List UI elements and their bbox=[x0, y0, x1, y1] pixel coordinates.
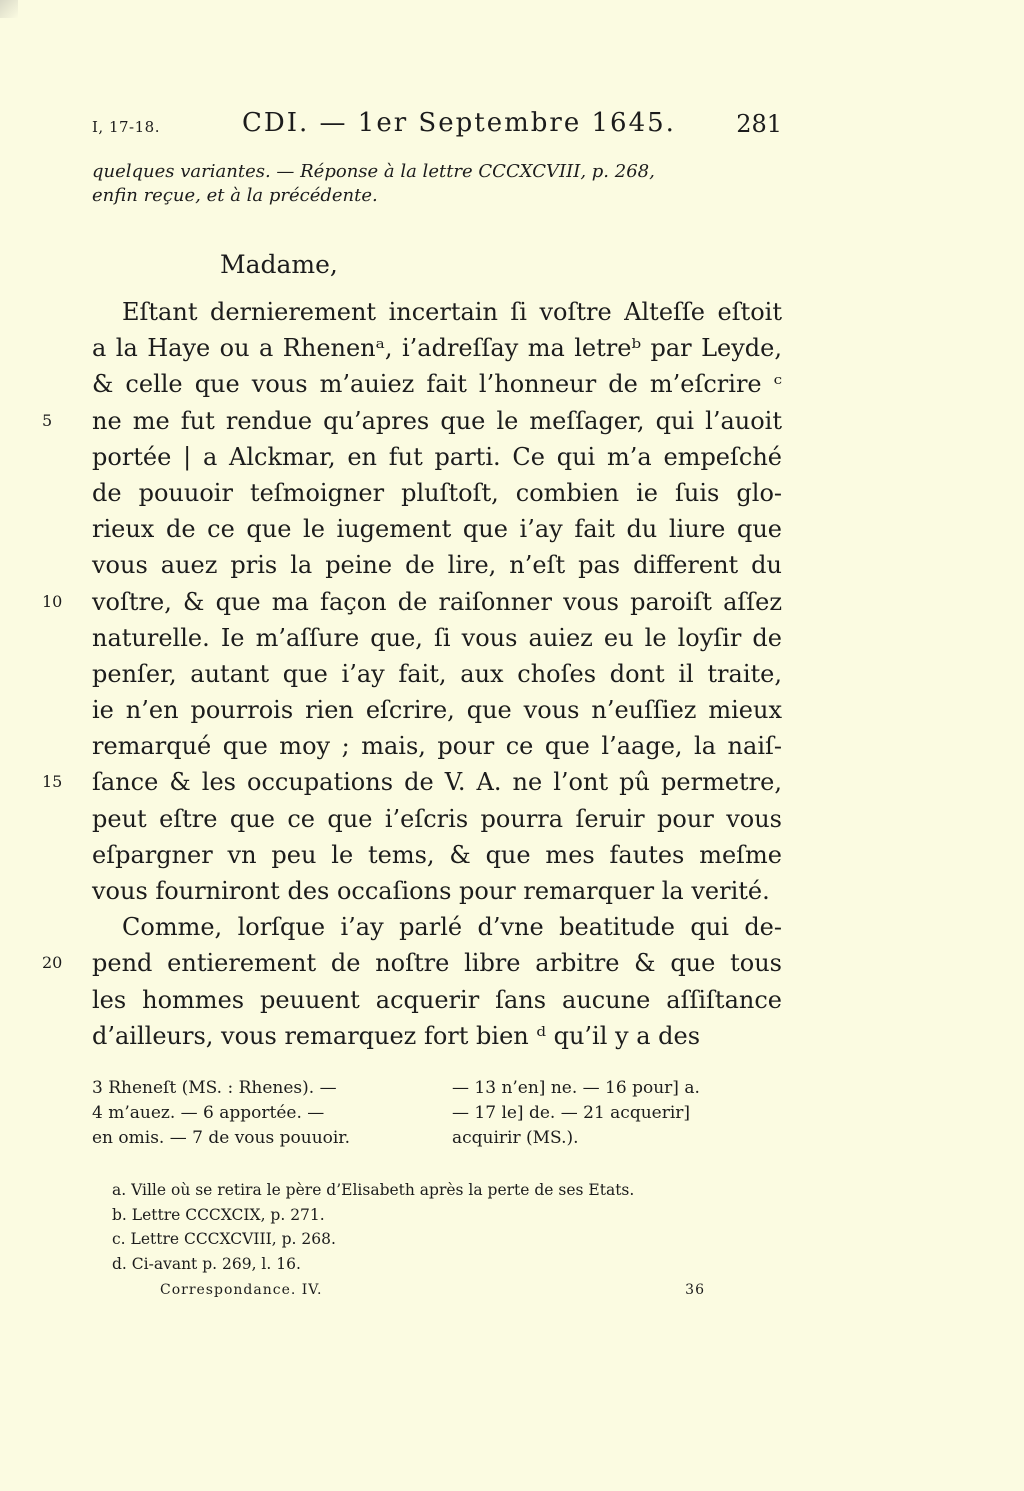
summary-line: enfin reçue, et à la précédente. bbox=[92, 185, 378, 206]
running-head-reference: I, 17-18. bbox=[92, 118, 160, 136]
body-line-text: portée | a Alckmar, en fut parti. Ce qui m’a empeſché bbox=[92, 442, 782, 471]
letter-summary bbox=[92, 160, 782, 208]
body-line bbox=[92, 620, 782, 656]
variants-left-column bbox=[92, 1076, 427, 1151]
body-line-text: eſpargner vn peu le tems, & que mes fautes meſme bbox=[92, 840, 782, 869]
body-line bbox=[92, 366, 782, 402]
salutation: Madame, bbox=[220, 250, 338, 279]
variant-line: 3 Rheneſt (MS. : Rhenes). — bbox=[92, 1078, 337, 1098]
body-line-text: de pouuoir teſmoigner pluſtoſt, combien ie ſuis glo- bbox=[92, 478, 782, 507]
body-line bbox=[92, 656, 782, 692]
running-head-title: CDI. — 1er Septembre 1645. bbox=[242, 108, 676, 138]
body-line bbox=[92, 511, 782, 547]
body-line-text: ne me fut rendue qu’apres que le meſſager, qui l’auoit bbox=[92, 406, 782, 435]
body-line-text: Comme, lorſque i’ay parlé d’vne beatitude qui de- bbox=[122, 913, 782, 942]
variant-line: acquirir (MS.). bbox=[452, 1128, 579, 1148]
body-line-text: vous auez pris la peine de lire, n’eſt pas different du bbox=[92, 551, 782, 580]
body-line-text: voſtre, & que ma façon de raiſonner vous paroiſt aſſez bbox=[92, 587, 782, 616]
variants-right-column bbox=[452, 1076, 787, 1151]
running-head bbox=[92, 108, 782, 148]
summary-line: quelques variantes. — Réponse à la lettre CCCXCVIII, p. 268, bbox=[92, 161, 655, 182]
body-line bbox=[42, 584, 782, 620]
body-line-text: pend entierement de noſtre libre arbitre & que tous bbox=[92, 949, 782, 978]
body-line-text: vous fourniront des occaſions pour remarquer la verité. bbox=[92, 877, 770, 905]
body-line bbox=[92, 837, 782, 873]
body-line bbox=[92, 909, 782, 945]
signature-number: 36 bbox=[685, 1282, 705, 1298]
signature-mark: Correspondance. IV. bbox=[160, 1282, 323, 1298]
line-number: 15 bbox=[42, 772, 63, 792]
body-line-text: rieux de ce que le iugement que i’ay fait du liure que bbox=[92, 515, 782, 544]
body-line bbox=[92, 294, 782, 330]
body-line-text: peut eſtre que ce que i’eſcris pourra ſeruir pour vous bbox=[92, 804, 782, 833]
body-line-text: remarqué que moy ; mais, pour ce que l’aage, la naiſ- bbox=[92, 732, 782, 761]
body-line-text: ie n’en pourrois rien eſcrire, que vous n’euſſiez mieux bbox=[92, 696, 782, 725]
variant-line: 4 m’auez. — 6 apportée. — bbox=[92, 1103, 325, 1123]
page-number: 281 bbox=[736, 110, 782, 138]
body-line bbox=[92, 439, 782, 475]
footnote: c. Lettre CCCXCVIII, p. 268. bbox=[112, 1230, 336, 1248]
footnote: a. Ville où se retira le père d’Elisabeth après la perte de ses Etats. bbox=[112, 1181, 635, 1199]
body-line-text: ſance & les occupations de V. A. ne l’ont pû permetre, bbox=[92, 768, 782, 797]
footnotes bbox=[112, 1178, 772, 1276]
body-line bbox=[92, 801, 782, 837]
body-line-text: Eſtant dernierement incertain ſi voſtre Alteſſe eſtoit bbox=[122, 298, 782, 326]
body-line bbox=[92, 873, 782, 909]
body-line bbox=[42, 403, 782, 439]
body-line-text: & celle que vous m’auiez fait l’honneur de m’eſcrire ᶜ bbox=[92, 370, 782, 399]
body-line bbox=[92, 692, 782, 728]
scan-corner-mark bbox=[0, 0, 18, 18]
body-line bbox=[92, 728, 782, 764]
letter-body bbox=[42, 294, 782, 1054]
variant-line: — 13 n’en] ne. — 16 pour] a. bbox=[452, 1078, 700, 1098]
body-line bbox=[92, 1018, 782, 1054]
body-line bbox=[92, 547, 782, 583]
body-line bbox=[92, 475, 782, 511]
footnote: d. Ci-avant p. 269, l. 16. bbox=[112, 1254, 301, 1273]
body-line-text: les hommes peuuent acquerir ſans aucune aſſiſtance bbox=[92, 985, 782, 1014]
body-line bbox=[92, 982, 782, 1018]
line-number: 5 bbox=[42, 410, 53, 430]
body-line-text: naturelle. Ie m’aſſure que, ſi vous auiez eu le loyſir de bbox=[92, 623, 782, 652]
body-line-text: a la Haye ou a Rhenenᵃ, i’adreſſay ma letreᵇ par Leyde, bbox=[92, 334, 782, 363]
line-number: 10 bbox=[42, 591, 63, 611]
footnote: b. Lettre CCCXCIX, p. 271. bbox=[112, 1205, 325, 1224]
variant-line: — 17 le] de. — 21 acquerir] bbox=[452, 1103, 691, 1123]
body-line bbox=[42, 945, 782, 981]
body-line-text: penſer, autant que i’ay fait, aux choſes dont il traite, bbox=[92, 659, 782, 688]
body-line bbox=[42, 764, 782, 800]
variant-line: en omis. — 7 de vous pouuoir. bbox=[92, 1128, 350, 1148]
line-number: 20 bbox=[42, 953, 63, 973]
body-line bbox=[92, 330, 782, 366]
body-line-text: d’ailleurs, vous remarquez fort bien ᵈ qu’il y a des bbox=[92, 1021, 701, 1050]
